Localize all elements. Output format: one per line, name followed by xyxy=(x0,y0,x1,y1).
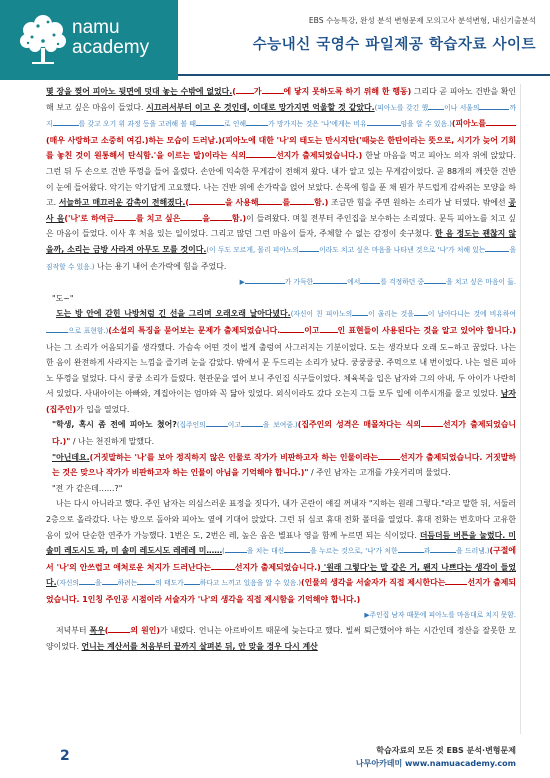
paragraph-4 xyxy=(46,623,516,654)
blue-note: 을 치는 대신 xyxy=(246,547,285,556)
text-span: 시끄러서부터 이고 온 것인데, 이대로 망가지면 억울할 것 같았다. xyxy=(146,102,375,112)
answer-blank xyxy=(210,211,232,221)
answer-note: (피아노에 대한 '나'의 태도는 만시지탄('때늦은 한탄이라는 뜻으로, 시기가 늦어 기회를 놓친 것이 원통해서 탄식함.'을 이르는 말)이라는 식의 xyxy=(46,135,516,161)
footer-slogan: 학습자료의 모든 것 EBS 분석·변형문제 xyxy=(376,746,516,755)
note-blank xyxy=(225,544,247,553)
blue-note: 이고 xyxy=(227,421,241,430)
annotated-passage xyxy=(46,84,516,654)
blue-note: 하려는 xyxy=(117,579,138,588)
note-blank xyxy=(360,275,380,284)
note-blank xyxy=(206,418,228,427)
note-blank xyxy=(245,275,285,284)
text-span: 조금만 힘을 주면 원하는 소리가 날 터였다. 밖에선 xyxy=(328,198,509,208)
answer-blank xyxy=(378,450,400,460)
answer-note: 을 사용해 xyxy=(224,198,259,208)
blue-note: 를 갖고 오기 위 과정 등을 고려해 볼 때 xyxy=(78,120,196,129)
text-span: '원래 그렇다'는 말 같은 거, 왠지 나쁘다는 생각이 들었다. xyxy=(46,562,516,588)
note-blank xyxy=(424,275,446,284)
answer-note: 선지가 출제되었습니다. 1인칭 주인공 시점이라 서술자가 '나'의 생각을 직접 제시함을 기억해야 합니다.) xyxy=(46,578,516,604)
footer-website[interactable]: 나무아카데미 www.namuacademy.com xyxy=(355,759,516,768)
text-span: 공사 음 xyxy=(46,198,517,223)
blue-note: 과 xyxy=(423,547,431,556)
dialogue-1 xyxy=(46,417,516,449)
answer-note: ( xyxy=(232,87,236,96)
answer-blank xyxy=(258,195,282,205)
answer-note: (집주인) xyxy=(46,404,77,414)
note-blank xyxy=(414,307,428,316)
blue-note: (자신이 친 피아노의 xyxy=(290,310,353,319)
note-blank xyxy=(102,576,118,585)
namu-academy-logo[interactable] xyxy=(0,0,178,80)
blue-note: (이 두도 모르게, 몰리 피아노의 xyxy=(206,245,300,254)
blue-note: ( xyxy=(222,547,225,556)
text-span: 그리다 곧 피아노 건반을 확인해 보고 싶은 마음이 들었다. xyxy=(46,87,516,112)
answer-blank xyxy=(262,84,284,94)
answer-note: 선지가 출제되었습니다. 거짓말하는 것은 맞으나 작가가 비판하고자 하는 인물이 아님을 기억해야 합니다.)" xyxy=(52,452,516,478)
blue-note: 에서 xyxy=(347,278,361,287)
text-span: 더듬더듬 버튼을 눌렀다. 미 솔미 레도시도 파, 미 솔미 레도시도 레레레 미…… xyxy=(46,530,516,556)
blue-note: 을 치고 싶은 마음이 듦. xyxy=(446,278,516,287)
answer-note: 가 xyxy=(253,87,262,96)
site-title: 수능내신 국영수 파일제공 학습자료 사이트 xyxy=(252,37,536,53)
blue-note: 을 xyxy=(94,579,102,588)
text-span: 한 음 정도는 괜찮지 않을까, 소리는 금방 사라져 아무도 모를 것이다. xyxy=(46,229,516,254)
page-footer xyxy=(0,740,550,778)
summary-note-2: ▶주인집 남자 때문에 피아노를 마음대로 치지 못함. xyxy=(364,610,516,619)
note-blank xyxy=(46,324,68,333)
page-header xyxy=(0,0,550,80)
note-blank xyxy=(79,576,95,585)
answer-blank xyxy=(486,116,516,126)
blue-note: 임을 알 수 있음.) xyxy=(400,120,452,129)
note-blank xyxy=(246,117,268,126)
answer-note: (매우 사랑하고 소중히 여김.) xyxy=(46,135,149,145)
note-blank xyxy=(479,101,509,110)
answer-blank xyxy=(189,195,225,205)
blue-note: (자신의 xyxy=(56,579,79,588)
answer-blank xyxy=(421,417,443,427)
arrow-icon: ▶ xyxy=(239,278,245,287)
page-number: 2 xyxy=(60,748,70,764)
answer-blank xyxy=(246,148,276,158)
blue-note: 이 울리는 것을 xyxy=(368,310,414,319)
text-span: 이 들려왔다. 며칠 전부터 주인집을 보수하는 소리였다. 문득 피아노를 치고 싶은 마음이 들었다. 이사 후 처음 있는 일이었다. 그리고 많던 그런 마음이 들자, 주체할 수 없는 감정이 솟구쳤다. xyxy=(46,213,516,239)
paragraph-2 xyxy=(46,306,516,417)
answer-note: 에 닿지 못하도록 하기 위해 한 행동) xyxy=(283,87,412,96)
answer-note: ( xyxy=(185,198,189,208)
note-blank xyxy=(299,243,319,252)
answer-note: (피아노를 xyxy=(451,119,486,129)
answer-blank xyxy=(180,211,202,221)
note-blank xyxy=(313,275,347,284)
answer-note: (구절에서 '나'의 안쓰럽고 애처로운 처지가 드러난다는 xyxy=(46,546,516,572)
text-span: / 주인 남자는 고개를 갸웃거리며 물었다. xyxy=(308,468,451,478)
answer-note: 을 xyxy=(202,213,210,223)
note-blank xyxy=(241,418,263,427)
note-blank xyxy=(367,117,401,126)
answer-note: 이고 xyxy=(304,325,320,335)
logo-line-2: academy xyxy=(72,37,150,58)
note-blank xyxy=(428,101,444,110)
blue-note: 의 태도가 xyxy=(155,579,184,588)
logo-wordmark xyxy=(72,18,149,58)
blue-note: 을 짐작할 수 있음.) xyxy=(46,245,517,271)
text-span: 나는 다시 아니라고 했다. 주인 남자는 의심스러운 표정을 짓다가, 내가 곤란이 얘길 꺼내자 "지하는 원래 그렇다."라고 말한 뒤, 서둘러 2층으로 올라갔다. 나는 방으로 돌아와 피아노 옆에 기대어 앉았다. 그런 뒤 심코 휴대 전화 폴더를 열었다. 휴대 전화는 번호마다 고유한 음이 있어 단순한 연주가 가능했다. 1번은 도, 2번은 레, 높은 음은 별표나 영을 함께 누르면 되는 식이었다. xyxy=(46,499,516,540)
header-divider xyxy=(178,74,550,76)
text-span: 나는 용기 내어 손가락에 힘을 주었다. xyxy=(94,261,227,271)
blue-note: 를 걱정하던 중 xyxy=(380,278,425,287)
summary-note xyxy=(46,275,516,291)
tree-icon xyxy=(18,10,68,68)
text-span: / 나는 천진하게 말했다. xyxy=(70,437,155,447)
text-span: 가 입을 열었다. xyxy=(76,404,130,414)
paragraph-1 xyxy=(46,84,516,275)
text-span: 가 내렸다. 언니는 아르바이트 때문에 늦는다고 했다. 빌써 퇴근했어야 하는 시간인데 정산을 잘못한 모양이었다. xyxy=(46,626,516,651)
blue-note: (피아노를 갖긴 했 xyxy=(374,103,429,112)
answer-note: (거짓말하는 '나'를 보아 정직하지 않은 인물로 작가가 비판하고자 하는 인물이라는 xyxy=(89,452,378,462)
blue-note: (집주인의 xyxy=(176,421,206,430)
logo-line-1: namu xyxy=(72,17,120,38)
blue-note: 이라도 치고 싶은 마음을 나타낸 것으로 '나'가 처해 있는 xyxy=(319,245,486,254)
answer-note: 함.) xyxy=(314,198,329,208)
answer-note: (집주인의 성격은 매몰차다는 식의 xyxy=(297,420,422,430)
note-blank xyxy=(137,576,155,585)
answer-blank xyxy=(280,323,304,333)
text-span: 언니는 계산서를 처음부터 끝까지 살펴본 뒤, 안 맞을 경우 다시 계산 xyxy=(81,641,318,651)
answer-blank xyxy=(290,195,314,205)
text-span: 저녁부터 xyxy=(56,626,90,636)
text-span: 나는 그 소리가 어음되기를 생각했다. 가슴속 어떤 것이 벌게 출렁여 사그러지는 기분이었다. 도는 생각보다 오래 도~하고 꿈었다. 나는 한 음이 완전하게 사라지는 느낌을 즐기려 눈을 감았다. 밖에서 문 두드리는 소리가 났다. 쿵쿵쿵쿵. 주먹으로 내 번이었다. 나는 얼른 피아노 뚜껑을 덮었다. 다시 쿵쿵 소리가 들렸다. 현관문을 열어 보니 주인집 식구들이었다. 체육복을 입은 남자와 그의 아내, 두 아이가 나란히 서 있었다. 사내아이는 아빠와, 계집아이는 엄마와 꼭 닮아 있었다. 외식이라도 갔다 오는지 그들 모두 입에 이쑤시개를 물고 있었다. xyxy=(46,342,516,399)
right-margin-rule xyxy=(520,84,521,734)
blue-note: 이나 서울의 xyxy=(444,103,480,112)
blue-note: 을 드러냄.) xyxy=(456,547,490,556)
blue-note: 을 보여줌.) xyxy=(262,421,298,430)
answer-blank xyxy=(108,623,130,633)
answer-note: 선지가 출제되었습니다.) xyxy=(234,562,321,572)
dialogue-3: "전 가 같은데……?" xyxy=(52,483,123,493)
text-span: 남자 xyxy=(500,389,516,399)
dialogue-2 xyxy=(46,450,516,481)
text-span: "학생, 혹시 좀 전에 피아노 쳤어? xyxy=(52,420,177,430)
note-blank xyxy=(184,576,200,585)
note-blank xyxy=(284,544,310,553)
blue-note: 이 날아다니는 것에 비유하여 xyxy=(427,310,517,319)
note-blank xyxy=(53,117,79,126)
answer-note: 의 원인) xyxy=(130,626,160,636)
note-blank xyxy=(398,544,424,553)
answer-blank xyxy=(114,211,136,221)
blue-note: 으로 표현함.) xyxy=(68,326,109,335)
header-tagline: EBS 수능특강, 완성 분석 변형문제 모의고사 분석변형, 내신기출분석 xyxy=(308,16,536,25)
answer-blank xyxy=(236,84,254,94)
blue-note: 하다고 느끼고 있음을 알 수 있음.) xyxy=(199,579,302,588)
text-span: "아닌데요. xyxy=(52,452,90,462)
answer-note: 선지가 출제되었습니다.)" xyxy=(52,420,516,447)
answer-note: ('나'로 하여금 xyxy=(64,213,114,223)
paragraph-3 xyxy=(46,496,516,607)
text-span: 도는 방 안에 갇힌 나방처럼 긴 선을 그리며 오래오래 날아다녔다. xyxy=(56,309,291,319)
answer-note: 함.) xyxy=(231,213,247,223)
answer-note: 인 표현들이 사용된다는 것을 알고 있어야 합니다.) xyxy=(337,325,516,335)
text-span: 몇 장을 찢어 피아노 뒷면에 덧대 놓는 수밖에 없었다. xyxy=(46,87,233,96)
text-span: 한날 마음을 먹고 피아노 의자 위에 앉았다. 그런 뒤 두 손으로 건반 뚜껑을 들어 올렸다. 손안에 익숙한 무게감이 전해져 왔다. 내가 알고 있는 무게감이었다. 곧 88개의 깨끗한 건반이 눈에 들어왔다. 악기는 악기답게 고요했다. 나는 건반 위에 손가락을 얹어 보았다. 손목에 힘을 푼 채 뭔가 부드럽게 감싸쥐는 모양을 하고. xyxy=(46,151,516,208)
text-span: 폭우 xyxy=(89,626,105,636)
blue-note: 로 인해 xyxy=(223,120,247,129)
answer-note: 선지가 출제되었습니다.) xyxy=(276,151,363,161)
dialogue-do: "도~" xyxy=(52,293,74,303)
note-blank xyxy=(196,117,224,126)
text-span: 서늘하고 매끄러운 감촉이 전해졌다. xyxy=(58,198,186,208)
blue-note: 을 누르는 것으로, '나'가 처한 xyxy=(310,547,398,556)
answer-note: (인물의 생각을 서술자가 직접 제시한다는 xyxy=(301,578,446,588)
blue-note: 가 가득한 xyxy=(284,278,314,287)
answer-blank xyxy=(320,323,338,333)
answer-note: 를 xyxy=(282,198,291,208)
blue-note: 까지 xyxy=(46,103,517,129)
note-blank xyxy=(352,307,368,316)
answer-note: ( xyxy=(104,626,109,636)
answer-note: 하는 모습이 드러남.) xyxy=(148,135,222,145)
note-blank xyxy=(485,243,509,252)
note-blank xyxy=(430,544,456,553)
answer-note: 를 치고 싶은 xyxy=(136,213,181,223)
blue-note: 가 망가지는 것은 '나'에게는 비유 xyxy=(268,120,367,129)
answer-blank xyxy=(445,575,467,585)
answer-note: (소설의 특징을 묻어보는 문제가 출제되었습니다. xyxy=(108,325,281,335)
answer-blank xyxy=(211,560,235,570)
